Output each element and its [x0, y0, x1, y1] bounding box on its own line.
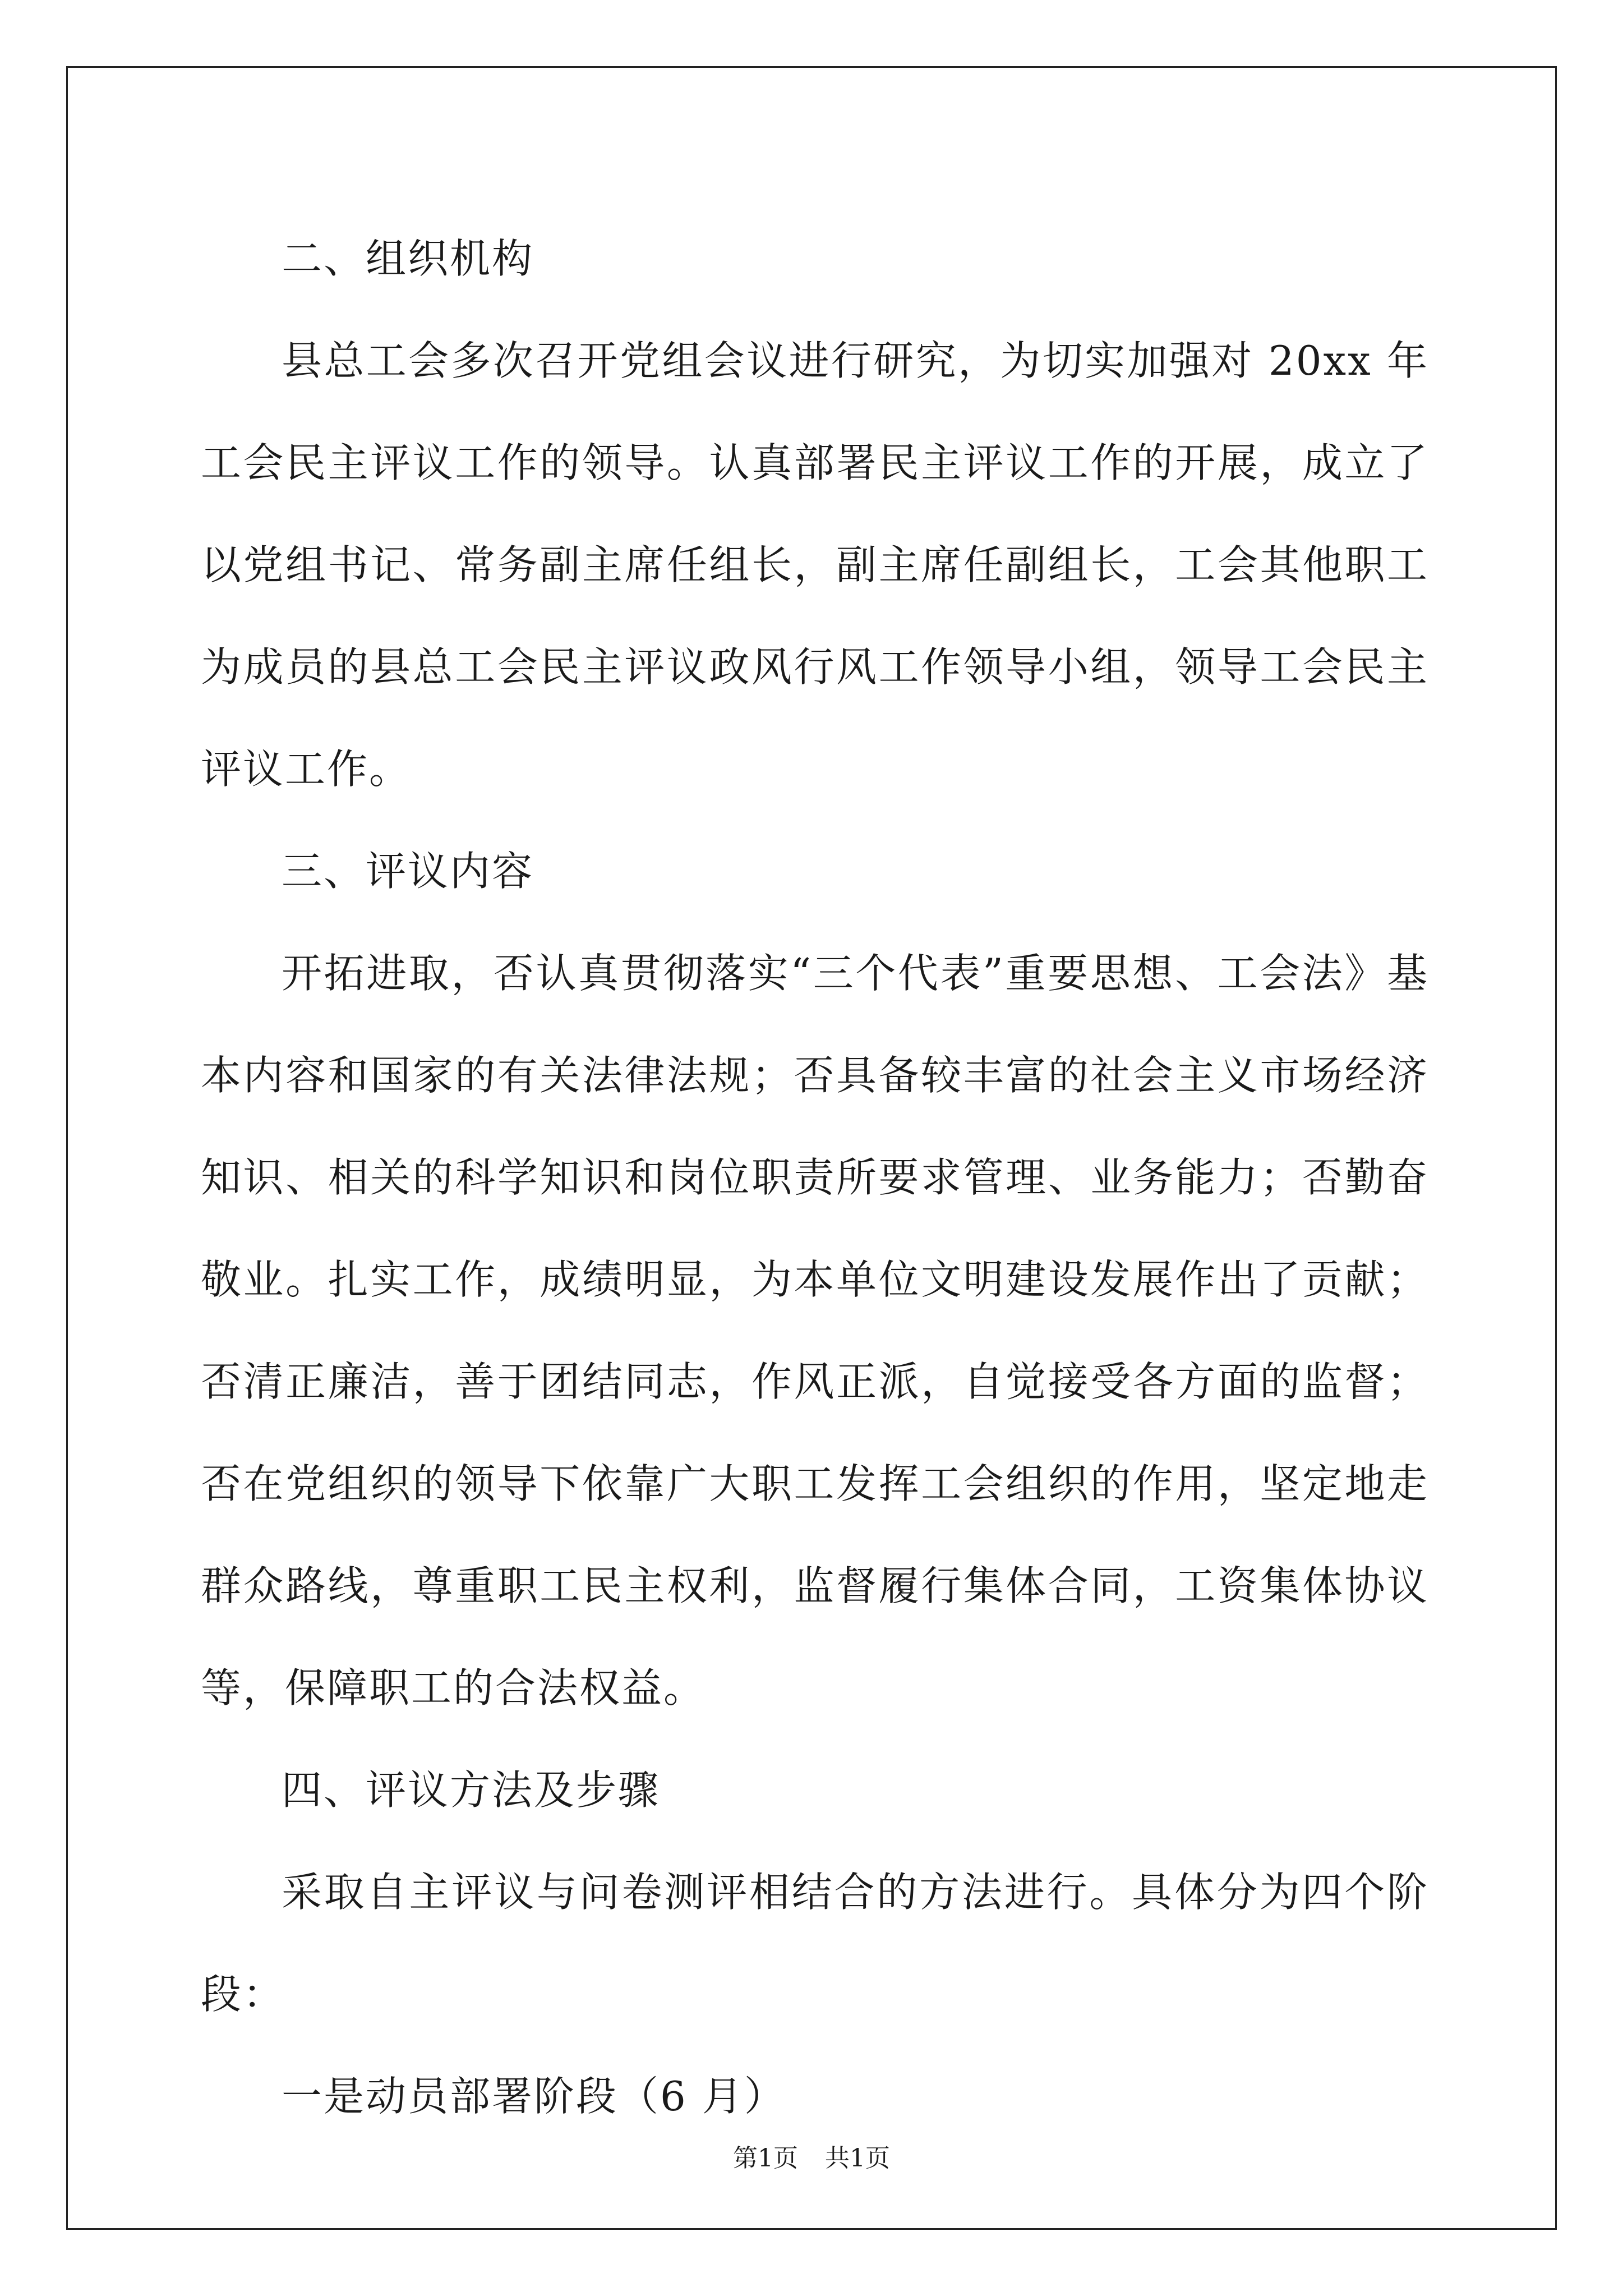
- page-footer: [0, 2142, 1623, 2175]
- section-heading-organization: 二、组织机构: [282, 235, 534, 282]
- page-number-current: 第1页: [733, 2144, 798, 2173]
- paragraph-content: 开拓进取，否认真贯彻落实“三个代表”重要思想、工会法》基本内容和国家的有关法律法规；否具备较丰富的社会主义市场经济知识、相关的科学知识和岗位职责所要求管理、业务能力；否勤奋敬业。扎实工作，成绩明显，为本单位文明建设发展作出了贡献；否清正廉洁，善于团结同志，作风正派，自觉接受各方面的监督；否在党组织的领导下依靠广大职工发挥工会组织的作用，坚定地走群众路线，尊重职工民主权利，监督履行集体合同，工资集体协议等，保障职工的合法权益。: [201, 950, 1429, 1711]
- page-number-total: 共1页: [825, 2144, 890, 2173]
- section-heading-content: 三、评议内容: [282, 848, 534, 895]
- paragraph-stage-one: 一是动员部署阶段（6 月）: [282, 2073, 786, 2120]
- paragraph-organization: 县总工会多次召开党组会议进行研究，为切实加强对 20xx 年工会民主评议工作的领导。认真部署民主评议工作的开展，成立了以党组书记、常务副主席任组长，副主席任副组长，工会其他职工为成员的县总工会民主评议政风行风工作领导小组，领导工会民主评议工作。: [201, 337, 1429, 793]
- section-heading-method: 四、评议方法及步骤: [282, 1766, 661, 1814]
- paragraph-method: 采取自主评议与问卷测评相结合的方法进行。具体分为四个阶段：: [201, 1869, 1429, 2018]
- document-body: [201, 208, 1429, 2147]
